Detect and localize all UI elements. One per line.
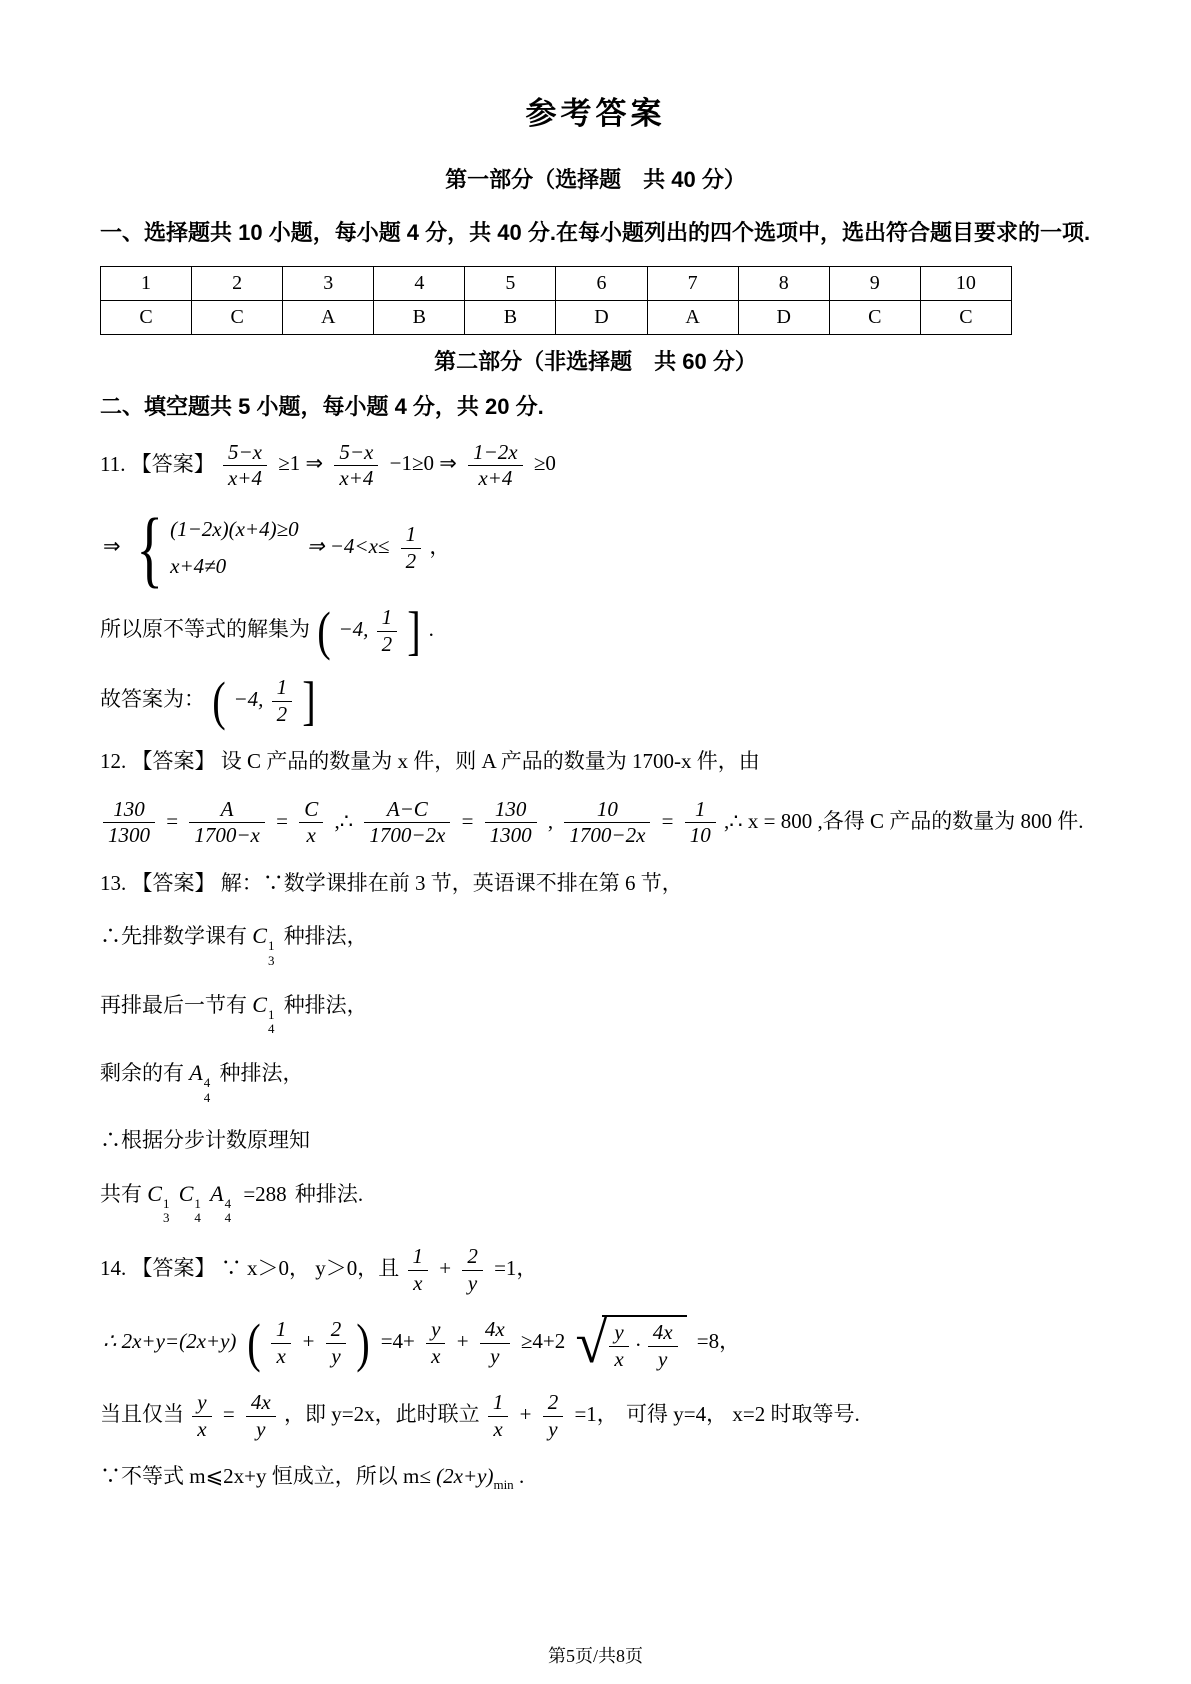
section1-intro: 一、选择题共 10 小题，每小题 4 分，共 40 分.在每小题列出的四个选项中，选出符合题目要求的一项.: [100, 220, 1091, 245]
q13-principle-text: ∴根据分步计数原理知: [100, 1128, 310, 1152]
part2-heading: 第二部分（非选择题 共 60 分）: [434, 348, 757, 374]
answer-cell: D: [556, 300, 647, 334]
sup-sub: 4 4: [224, 1195, 232, 1225]
q12-intro-text: 设 C 产品的数量为 x 件，则 A 产品的数量为 1700-x 件，由: [220, 749, 760, 774]
radical-sign: √: [575, 1310, 608, 1376]
page-footer: 第5页/共8页: [547, 1646, 643, 1666]
fraction: $\frac{1}{2}$: [377, 606, 398, 656]
math-operator: ⇒ −4<x≤: [306, 534, 390, 559]
math-operator: −1≥0 ⇒: [389, 451, 457, 476]
question-number-cell: 7: [647, 266, 738, 300]
sup-sub: 4 4: [203, 1075, 211, 1105]
section2-intro: 二、填空题共 5 小题，每小题 4 分，共 20 分.: [100, 393, 544, 419]
plus: +: [302, 1328, 315, 1353]
fraction: $\frac{1}{x}$: [488, 1391, 509, 1441]
equals-eight: =8，: [696, 1328, 741, 1353]
comma-separator: ,: [547, 808, 554, 833]
period: .: [518, 1464, 525, 1489]
fraction: $\frac{y}{x}$: [609, 1321, 628, 1371]
fraction: $\frac{5-x}{x+4}$: [223, 441, 267, 491]
fraction: $\frac{5-x}{x+4}$: [334, 441, 378, 491]
period: .: [428, 616, 434, 641]
square-root: [575, 1310, 687, 1376]
fraction: $\frac{y}{x}$: [426, 1318, 445, 1368]
therefore-separator: ,∴: [334, 808, 354, 833]
q11-line-1: [100, 441, 1091, 491]
q13-line-1: [100, 868, 1091, 900]
q11-number: 11.: [100, 451, 126, 476]
answer-cell: C: [920, 300, 1011, 334]
case-2: x+4≠0: [170, 554, 227, 579]
equals: =: [276, 808, 288, 833]
case-1: (1−2x)(x+4)≥0: [170, 516, 299, 541]
q14-expansion-head: ∴ 2x+y=(2x+y): [103, 1328, 237, 1353]
q13-step2-tail: 种排法，: [283, 992, 368, 1017]
answer-table: [100, 266, 1012, 335]
equals-one: =1，: [574, 1401, 618, 1426]
fraction: $\frac{2}{y}$: [462, 1245, 483, 1295]
fraction: $\frac{130}{1300}$: [485, 798, 537, 848]
q12-answer-tag: 【答案】: [131, 749, 216, 774]
fraction: $\frac{A}{1700-x}$: [189, 798, 265, 848]
fraction: $\frac{4x}{y}$: [648, 1321, 678, 1371]
q13-answer-tag: 【答案】: [131, 870, 216, 895]
q11-conclusion-text: 所以原不等式的解集为: [100, 616, 310, 641]
equals: =: [461, 808, 474, 833]
answer-cell: C: [101, 300, 192, 334]
sup-sub: 1 3: [267, 938, 275, 968]
question-number-cell: 8: [738, 266, 829, 300]
q14-result-text: 可得 y=4， x=2 时取等号.: [626, 1401, 860, 1426]
fraction: $\frac{C}{x}$: [299, 798, 323, 848]
q13-step1-text: ∴先排数学课有: [100, 924, 247, 949]
q13-line-3: [100, 988, 1091, 1037]
question-number-cell: 3: [283, 266, 374, 300]
q11-answer-tag: 【答案】: [130, 451, 215, 476]
fraction: $\frac{1}{2}$: [401, 523, 422, 573]
fraction: $\frac{A-C}{1700-2x}$: [364, 798, 450, 848]
q12-line-1: [100, 746, 1091, 778]
page-title: 参考答案: [525, 96, 666, 131]
answer-cell: C: [829, 300, 920, 334]
q11-line-2: [100, 500, 1091, 597]
fraction: $\frac{4x}{y}$: [480, 1318, 510, 1368]
fraction: $\frac{1}{x}$: [408, 1245, 429, 1295]
q12-conclusion-text: ,∴ x = 800 ,各得 C 产品的数量为 800 件.: [724, 808, 1084, 833]
combination-symbol: C: [252, 923, 267, 949]
fraction: $\frac{2}{y}$: [543, 1391, 564, 1441]
combination-symbol: C: [178, 1180, 194, 1206]
answer-cell: B: [465, 300, 556, 334]
comma: ，: [429, 534, 451, 559]
answer-cell: A: [647, 300, 738, 334]
implies-arrow: ⇒: [103, 534, 121, 559]
plus: +: [456, 1328, 469, 1353]
answer-cell: B: [374, 300, 465, 334]
q14-line-2: ∴ 2x+y=(2x+y) ( $\frac{1}{x}$ + $\frac{2}{y}$ ) =4+ $\frac{y}{x}$ + $\frac{4x}{y}$ ≥4+2 √ $\frac{y}{x}$ · $\frac{4x}{y}$ =8，: [100, 1315, 1091, 1371]
fraction: $\frac{4x}{y}$: [246, 1391, 276, 1441]
q14-line-1: [100, 1245, 1091, 1295]
interval-value: −4,: [338, 616, 369, 641]
q13-line-2: [100, 919, 1091, 968]
q13-number: 13.: [100, 870, 127, 895]
answer-table-number-row: [101, 266, 1012, 300]
combination-symbol: C: [147, 1180, 162, 1206]
q13-total-text: 共有: [100, 1181, 142, 1206]
q11-line-3: 所以原不等式的解集为 ( −4, $\frac{1}{2}$ ] .: [100, 601, 434, 662]
q13-step3-tail: 种排法，: [219, 1061, 304, 1086]
question-number-cell: 5: [465, 266, 556, 300]
q13-step2-text: 再排最后一节有: [100, 992, 247, 1017]
equals-four-plus: =4+: [380, 1328, 415, 1353]
equals-one: =1，: [494, 1255, 538, 1280]
q11-line-4: 故答案为： ( −4, $\frac{1}{2}$ ]: [100, 671, 317, 732]
fraction: $\frac{y}{x}$: [192, 1391, 211, 1441]
question-number-cell: 2: [192, 266, 283, 300]
q13-total-tail: 种排法.: [294, 1181, 364, 1206]
dot-operator: ·: [634, 1333, 642, 1358]
q14-conclusion-text: ∵不等式 m⩽2x+y 恒成立，所以 m≤: [100, 1464, 431, 1489]
question-number-cell: 9: [829, 266, 920, 300]
q13-step3-text: 剩余的有: [100, 1061, 184, 1086]
q14-line-4: [100, 1461, 1091, 1495]
plus: +: [439, 1255, 452, 1280]
q14-line-3: [100, 1391, 1091, 1441]
question-number-cell: 6: [556, 266, 647, 300]
q12-line-2: [100, 798, 1091, 848]
expression: (2x+y): [436, 1464, 494, 1489]
fraction: $\frac{2}{y}$: [326, 1318, 347, 1368]
q11-final-answer-text: 故答案为：: [100, 686, 205, 711]
sup-sub: 1 4: [267, 1006, 275, 1037]
q14-number: 14.: [100, 1255, 127, 1280]
q14-substitution-text: ，即 y=2x，此时联立: [284, 1401, 480, 1426]
answer-cell: C: [192, 300, 283, 334]
fraction: $\frac{10}{1700-2x}$: [564, 798, 650, 848]
q13-step1-tail: 种排法，: [283, 924, 368, 949]
sup-sub: 1 3: [162, 1195, 170, 1225]
part1-heading: 第一部分（选择题 共 40 分）: [445, 167, 746, 192]
q14-given-text: ∵ x＞0， y＞0，且: [220, 1255, 400, 1280]
equals-value: =288: [243, 1181, 287, 1206]
question-number-cell: 4: [374, 266, 465, 300]
math-operator: ≥0: [533, 451, 556, 476]
fraction: $\frac{1}{2}$: [272, 676, 293, 726]
question-number-cell: 1: [101, 266, 192, 300]
question-number-cell: 10: [920, 266, 1011, 300]
geq-term: ≥4+2: [520, 1328, 566, 1353]
equals: =: [661, 808, 674, 833]
q13-line-4: [100, 1056, 1091, 1105]
answer-cell: D: [738, 300, 829, 334]
fraction: $\frac{1}{x}$: [271, 1318, 292, 1368]
q14-equality-condition-text: 当且仅当: [100, 1401, 184, 1426]
q13-line-5: [100, 1125, 1091, 1157]
cases-group: { (1−2x)(x+4)≥0 x+4≠0: [136, 500, 299, 597]
arrangement-symbol: A: [189, 1060, 203, 1086]
q13-line-6: [100, 1177, 1091, 1226]
math-operator: ≥1 ⇒: [278, 451, 324, 476]
plus: +: [519, 1401, 532, 1426]
q12-number: 12.: [100, 749, 127, 774]
q13-solution-text: 解：∵数学课排在前 3 节，英语课不排在第 6 节，: [220, 870, 683, 895]
sup-sub: 1 4: [194, 1195, 201, 1225]
equals: =: [166, 808, 179, 833]
fraction: $\frac{1-2x}{x+4}$: [468, 441, 523, 491]
q14-answer-tag: 【答案】: [131, 1255, 216, 1280]
combination-symbol: C: [252, 991, 267, 1017]
equals: =: [222, 1401, 235, 1426]
arrangement-symbol: A: [210, 1180, 224, 1206]
fraction: $\frac{130}{1300}$: [103, 798, 155, 848]
fraction: $\frac{1}{10}$: [685, 798, 716, 848]
answer-table-answer-row: [101, 300, 1012, 334]
min-subscript: min: [493, 1477, 514, 1493]
interval-value: −4,: [233, 686, 264, 711]
answer-cell: A: [283, 300, 374, 334]
